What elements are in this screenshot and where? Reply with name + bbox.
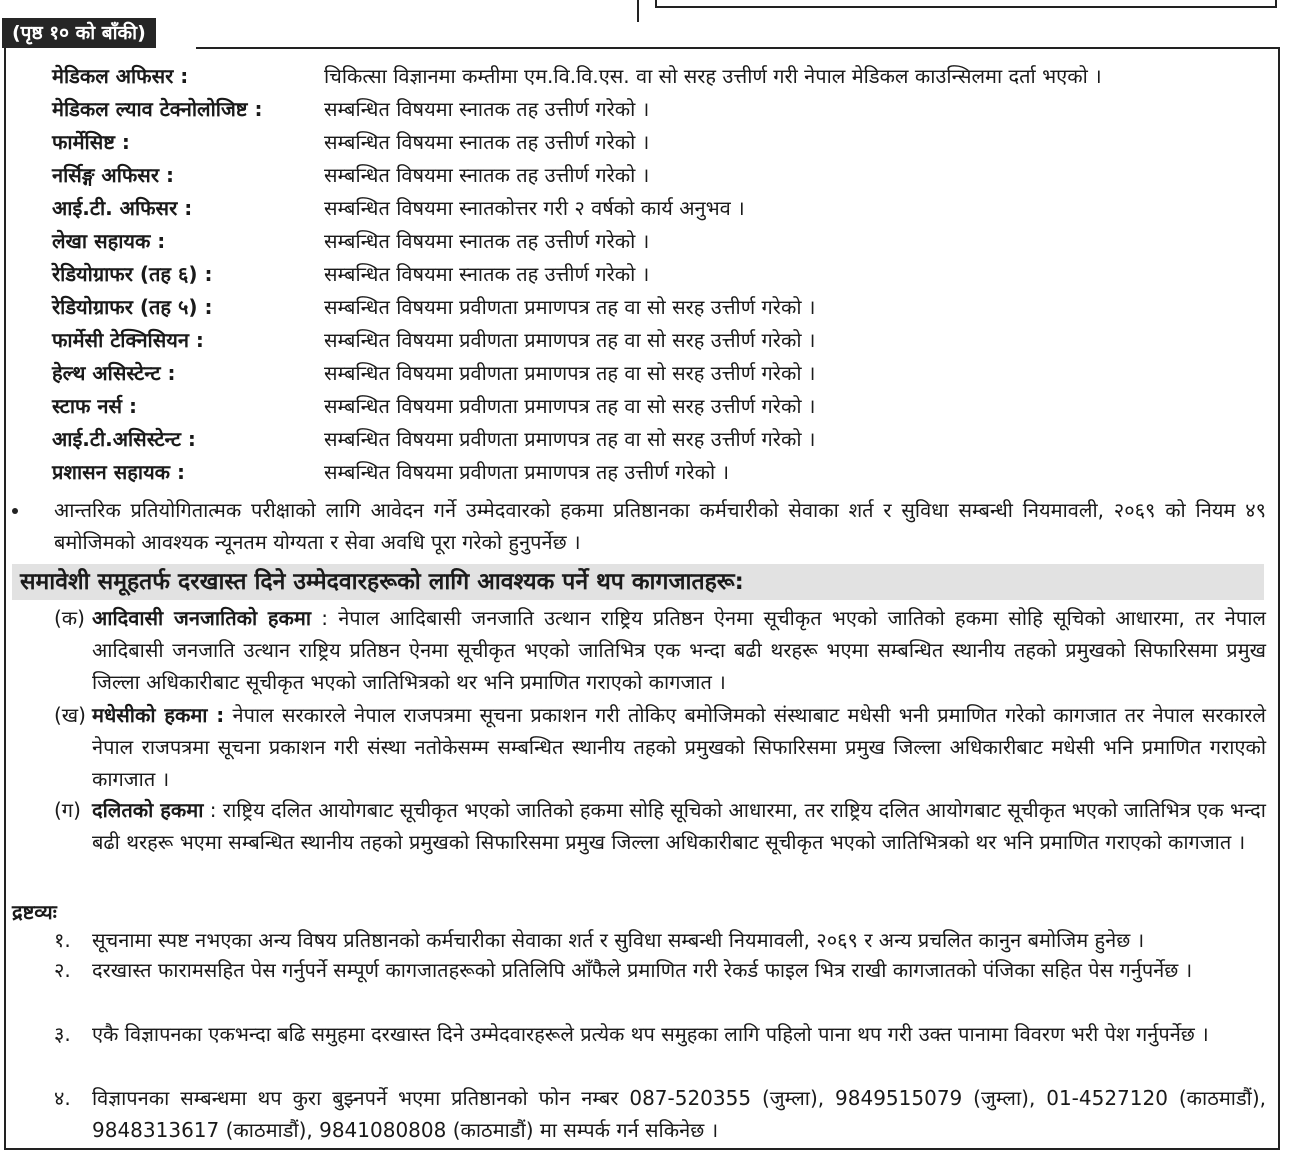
role-requirement: सम्बन्धित विषयमा स्नातक तह उत्तीर्ण गरेको । (324, 163, 650, 187)
item-text: : नेपाल आदिबासी जनजाति उत्थान राष्ट्रिय प्रतिष्ठन ऐनमा सूचीकृत भएको जातिको हकमा सोहि सूचिको आधारमा, तर नेपाल आदिबासी जनजाति उत्थान राष्ट्रिय प्रतिष्ठन ऐनमा सूचीकृत भएको जातिभित्र एक भन्दा बढी थरहरू भएमा सम्बन्धित स्थानीय तहको प्रमुखको सिफारिसमा प्रमुख जिल्ला अधिकारीबाट सूचीकृत भएको जातिभित्रको थर भनि प्रमाणित गराएको कागजात । (92, 606, 1266, 694)
role-label: स्टाफ नर्स : (52, 394, 138, 418)
role-label: रेडियोग्राफर (तह ६) : (52, 262, 213, 286)
role-requirement: सम्बन्धित विषयमा प्रवीणता प्रमाणपत्र तह वा सो सरह उत्तीर्ण गरेको । (324, 295, 816, 319)
qualification-row (52, 324, 1272, 357)
role-requirement: सम्बन्धित विषयमा प्रवीणता प्रमाणपत्र तह वा सो सरह उत्तीर्ण गरेको । (324, 427, 816, 451)
qualification-row (52, 93, 1272, 126)
inclusive-section-heading: समावेशी समूहतर्फ दरखास्त दिने उम्मेदवारहरूको लागि आवश्यक पर्ने थप कागजातहरू: (12, 564, 1264, 600)
note-number: ३. (54, 1022, 71, 1046)
role-label: फार्मेसिष्ट : (52, 130, 130, 154)
qualification-row (52, 225, 1272, 258)
note-number: ४. (54, 1086, 71, 1110)
qualification-row (52, 60, 1272, 93)
role-label: मेडिकल ल्याव टेक्नोलोजिष्ट : (52, 97, 263, 121)
role-requirement: सम्बन्धित विषयमा स्नातक तह उत्तीर्ण गरेको । (324, 130, 650, 154)
notes-heading: द्रष्टव्यः (12, 900, 57, 924)
item-title: मधेसीको हकमा : (92, 703, 225, 727)
bullet-icon (12, 508, 18, 514)
role-label: प्रशासन सहायक : (52, 460, 185, 484)
role-label: मेडिकल अफिसर : (52, 64, 189, 88)
qualification-row (52, 291, 1272, 324)
qualification-row (52, 456, 1272, 489)
role-label: फार्मेसी टेक्निसियन : (52, 328, 204, 352)
qualification-row (52, 126, 1272, 159)
note-number: २. (54, 958, 71, 982)
role-label: आई.टी. अफिसर : (52, 196, 193, 220)
top-divider (637, 0, 639, 22)
indigenous-requirement (92, 602, 1266, 698)
qualification-row (52, 390, 1272, 423)
item-title: आदिवासी जनजातिको हकमा (92, 606, 312, 630)
internal-exam-note: आन्तरिक प्रतियोगितात्मक परीक्षाको लागि आवेदन गर्ने उम्मेदवारको हकमा प्रतिष्ठानका कर्मचारीको सेवाका शर्त र सुविधा सम्बन्धी नियमावली, २०६९ को नियम ४९ बमोजिमको आवश्यक न्यूनतम योग्यता र सेवा अवधि पूरा गरेको हुनुपर्नेछ । (54, 498, 1266, 554)
role-label: आई.टी.असिस्टेन्ट : (52, 427, 196, 451)
item-marker: (ग) (54, 798, 81, 822)
role-requirement: सम्बन्धित विषयमा स्नातकोत्तर गरी २ वर्षको कार्य अनुभव । (324, 196, 745, 220)
continued-tab: (पृष्ठ १० को बाँकी) (2, 18, 156, 48)
note-item: सूचनामा स्पष्ट नभएका अन्य विषय प्रतिष्ठानको कर्मचारीका सेवाका शर्त र सुविधा सम्बन्धी नियमावली, २०६९ र अन्य प्रचलित कानुन बमोजिम हुनेछ । (92, 928, 1145, 952)
note-number: १. (54, 928, 71, 952)
note-item: विज्ञापनका सम्बन्धमा थप कुरा बुझ्नपर्ने भएमा प्रतिष्ठानको फोन नम्बर 087-520355 (जुम्ला), 9849515079 (जुम्ला), 01-4527120 (काठमाडौं), 9848313617 (काठमाडौं), 9841080808 (काठमाडौं) मा सम्पर्क गर्न सकिनेछ । (92, 1086, 1266, 1142)
item-title: दलितको हकमा (92, 798, 204, 822)
dalit-requirement (92, 794, 1266, 858)
role-requirement: सम्बन्धित विषयमा स्नातक तह उत्तीर्ण गरेको । (324, 262, 650, 286)
role-requirement: चिकित्सा विज्ञानमा कम्तीमा एम.वि.वि.एस. वा सो सरह उत्तीर्ण गरी नेपाल मेडिकल काउन्सिलमा दर्ता भएको । (324, 64, 1102, 88)
qualification-row (52, 423, 1272, 456)
role-requirement: सम्बन्धित विषयमा प्रवीणता प्रमाणपत्र तह वा सो सरह उत्तीर्ण गरेको । (324, 361, 816, 385)
role-label: लेखा सहायक : (52, 229, 166, 253)
role-requirement: सम्बन्धित विषयमा स्नातक तह उत्तीर्ण गरेको । (324, 229, 650, 253)
role-requirement: सम्बन्धित विषयमा प्रवीणता प्रमाणपत्र तह उत्तीर्ण गरेको । (324, 460, 730, 484)
item-text: : राष्ट्रिय दलित आयोगबाट सूचीकृत भएको जातिको हकमा सोहि सूचिको आधारमा, तर राष्ट्रिय दलित आयोगबाट सूचीकृत भएको जातिभित्र एक भन्दा बढी थरहरू भएमा सम्बन्धित स्थानीय तहको प्रमुखको सिफारिसमा प्रमुख जिल्ला अधिकारीबाट सूचीकृत भएको जातिभित्रको थर भनि प्रमाणित गराएको कागजात । (92, 798, 1266, 854)
qualification-row (52, 192, 1272, 225)
role-requirement: सम्बन्धित विषयमा प्रवीणता प्रमाणपत्र तह वा सो सरह उत्तीर्ण गरेको । (324, 394, 816, 418)
role-label: नर्सिङ्ग अफिसर : (52, 163, 174, 187)
item-text: नेपाल सरकारले नेपाल राजपत्रमा सूचना प्रकाशन गरी तोकिए बमोजिमको संस्थाबाट मधेसी भनी प्रमाणित गरेको कागजात तर नेपाल सरकारले नेपाल राजपत्रमा सूचना प्रकाशन गरी संस्था नतोकेसम्म सम्बन्धित स्थानीय तहको प्रमुखको सिफारिसमा प्रमुख जिल्ला अधिकारीबाट मधेसी भनि प्रमाणित गराएको कागजात । (92, 703, 1266, 791)
item-marker: (ख) (54, 703, 86, 727)
qualification-row (52, 357, 1272, 390)
qualification-row (52, 159, 1272, 192)
role-label: रेडियोग्राफर (तह ५) : (52, 295, 213, 319)
previous-box-edge (655, 0, 1277, 8)
role-label: हेल्थ असिस्टेन्ट : (52, 361, 176, 385)
note-item: दरखास्त फारामसहित पेस गर्नुपर्ने सम्पूर्ण कागजातहरूको प्रतिलिपि आँफैले प्रमाणित गरी रेकर्ड फाइल भित्र राखी कागजातको पंजिका सहित पेस गर्नुपर्नेछ । (92, 958, 1193, 982)
qualification-row (52, 258, 1272, 291)
item-marker: (क) (54, 606, 85, 630)
note-item: एकै विज्ञापनका एकभन्दा बढि समुहमा दरखास्त दिने उम्मेदवारहरूले प्रत्येक थप समुहका लागि पहिलो पाना थप गरी उक्त पानामा विवरण भरी पेश गर्नुपर्नेछ । (92, 1022, 1209, 1046)
madhesi-requirement (92, 699, 1266, 795)
role-requirement: सम्बन्धित विषयमा प्रवीणता प्रमाणपत्र तह वा सो सरह उत्तीर्ण गरेको । (324, 328, 816, 352)
role-requirement: सम्बन्धित विषयमा स्नातक तह उत्तीर्ण गरेको । (324, 97, 650, 121)
